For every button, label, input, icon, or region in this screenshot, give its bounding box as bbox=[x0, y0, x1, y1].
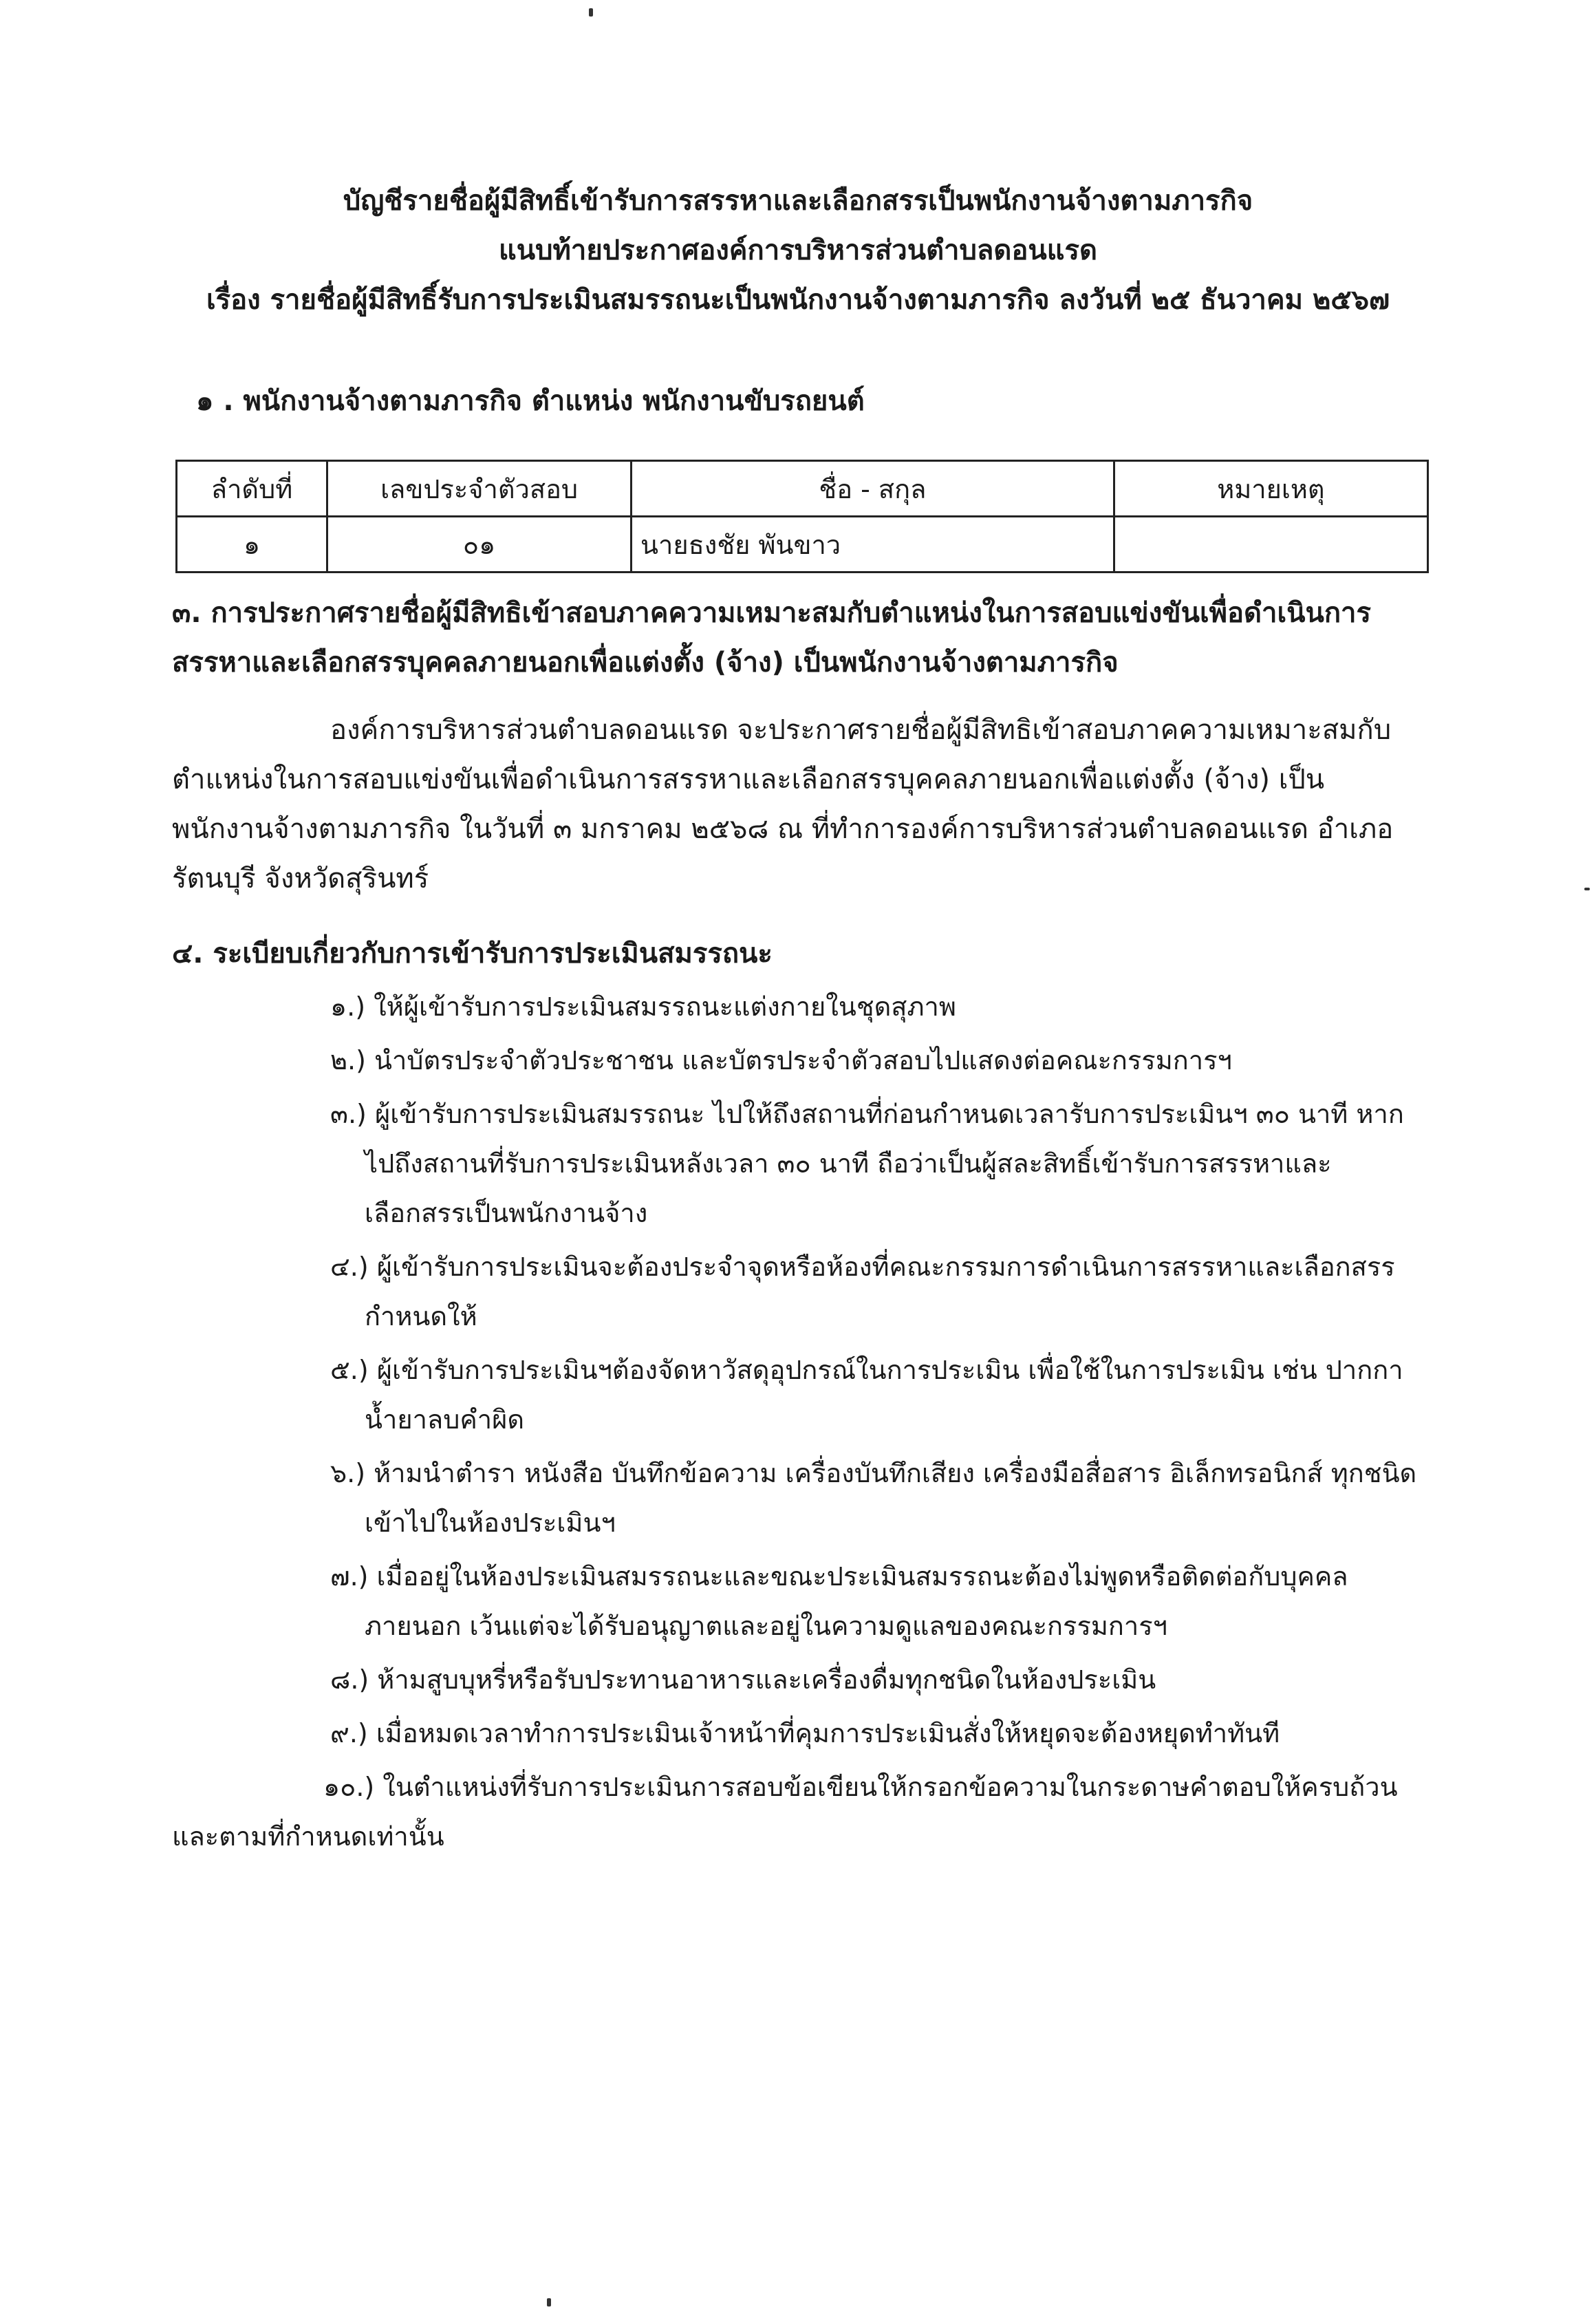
document-subtitle: แนบท้ายประกาศองค์การบริหารส่วนตำบลดอนแรด bbox=[498, 235, 1098, 266]
column-header-order: ลำดับที่ bbox=[177, 461, 327, 517]
scan-mark bbox=[547, 2298, 551, 2306]
list-item: ๗.) เมื่ออยู่ในห้องประเมินสมรรถนะและขณะประเมินสมรรถนะต้องไม่พูดหรือติดต่อกับบุคคลภายนอก เว้นแต่จะได้รับอนุญาตและอยู่ในความดูแลของคณะกรรมการฯ bbox=[330, 1561, 1348, 1641]
table-row bbox=[177, 517, 1428, 572]
list-item: ๙.) เมื่อหมดเวลาทำการประเมินเจ้าหน้าที่คุมการประเมินสั่งให้หยุดจะต้องหยุดทำทันที bbox=[330, 1718, 1280, 1748]
section3-body-text: องค์การบริหารส่วนตำบลดอนแรด จะประกาศรายชื่อผู้มีสิทธิเข้าสอบภาคความเหมาะสมกับตำแหน่งในการสอบแข่งขันเพื่อดำเนินการสรรหาและเลือกสรรบุคคลภายนอกเพื่อแต่งตั้ง (จ้าง) เป็นพนักงานจ้างตามภารกิจ ในวันที่ ๓ มกราคม ๒๕๖๘ ณ ที่ทำการองค์การบริหารส่วนตำบลดอนแรด อำเภอรัตนบุรี จังหวัดสุรินทร์ bbox=[172, 714, 1394, 895]
list-item: ๑๐.) ในตำแหน่งที่รับการประเมินการสอบข้อเขียนให้กรอกข้อความในกระดาษคำตอบให้ครบถ้วน และตามที่กำหนดเท่านั้น bbox=[172, 1772, 1398, 1852]
cell-exam-id: ๐๑ bbox=[327, 517, 632, 572]
scan-mark bbox=[1584, 888, 1590, 890]
candidate-table bbox=[175, 460, 1429, 573]
section3-body bbox=[172, 705, 1424, 903]
table-header-row bbox=[177, 461, 1428, 517]
rules-list bbox=[172, 982, 1431, 1865]
section3-heading: ๓. การประกาศรายชื่อผู้มีสิทธิเข้าสอบภาคความเหมาะสมกับตำแหน่งในการสอบแข่งขันเพื่อดำเนินการสรรหาและเลือกสรรบุคคลภายนอกเพื่อแต่งตั้ง (จ้าง) เป็นพนักงานจ้างตามภารกิจ bbox=[172, 597, 1371, 678]
list-item: ๓.) ผู้เข้ารับการประเมินสมรรถนะ ไปให้ถึงสถานที่ก่อนกำหนดเวลารับการประเมินฯ ๓๐ นาที หากไปถึงสถานที่รับการประเมินหลังเวลา ๓๐ นาที ถือว่าเป็นผู้สละสิทธิ์เข้ารับการสรรหาและเลือกสรรเป็นพนักงานจ้าง bbox=[330, 1099, 1404, 1228]
column-header-remark: หมายเหตุ bbox=[1114, 461, 1427, 517]
list-item: ๕.) ผู้เข้ารับการประเมินฯต้องจัดหาวัสดุอุปกรณ์ในการประเมิน เพื่อใช้ในการประเมิน เช่น ปากกา น้ำยาลบคำผิด bbox=[330, 1355, 1403, 1435]
column-header-name: ชื่อ - สกุล bbox=[632, 461, 1114, 517]
list-item: ๘.) ห้ามสูบบุหรี่หรือรับประทานอาหารและเครื่องดื่มทุกชนิดในห้องประเมิน bbox=[330, 1664, 1156, 1695]
list-item: ๖.) ห้ามนำตำรา หนังสือ บันทึกข้อความ เครื่องบันทึกเสียง เครื่องมือสื่อสาร อิเล็กทรอนิกส์ ทุกชนิดเข้าไปในห้องประเมินฯ bbox=[330, 1458, 1417, 1538]
cell-order: ๑ bbox=[177, 517, 327, 572]
list-item: ๑.) ให้ผู้เข้ารับการประเมินสมรรถนะแต่งกายในชุดสุภาพ bbox=[330, 992, 956, 1022]
list-item: ๔.) ผู้เข้ารับการประเมินจะต้องประจำจุดหรือห้องที่คณะกรรมการดำเนินการสรรหาและเลือกสรรกำหนดให้ bbox=[330, 1252, 1395, 1331]
document-subject: เรื่อง รายชื่อผู้มีสิทธิ์รับการประเมินสมรรถนะเป็นพนักงานจ้างตามภารกิจ ลงวันที่ ๒๕ ธันวาคม ๒๕๖๗ bbox=[206, 284, 1390, 316]
section4-heading: ๔. ระเบียบเกี่ยวกับการเข้ารับการประเมินสมรรถนะ bbox=[172, 938, 773, 970]
position-heading: ๑ . พนักงานจ้างตามภารกิจ ตำแหน่ง พนักงานขับรถยนต์ bbox=[196, 385, 865, 417]
scan-mark bbox=[589, 8, 593, 17]
document-title: บัญชีรายชื่อผู้มีสิทธิ์เข้ารับการสรรหาและเลือกสรรเป็นพนักงานจ้างตามภารกิจ bbox=[343, 185, 1253, 217]
list-item: ๒.) นำบัตรประจำตัวประชาชน และบัตรประจำตัวสอบไปแสดงต่อคณะกรรมการฯ bbox=[330, 1045, 1232, 1075]
cell-name: นายธงชัย พันขาว bbox=[632, 517, 1114, 572]
cell-remark bbox=[1114, 517, 1427, 572]
column-header-exam-id: เลขประจำตัวสอบ bbox=[327, 461, 632, 517]
